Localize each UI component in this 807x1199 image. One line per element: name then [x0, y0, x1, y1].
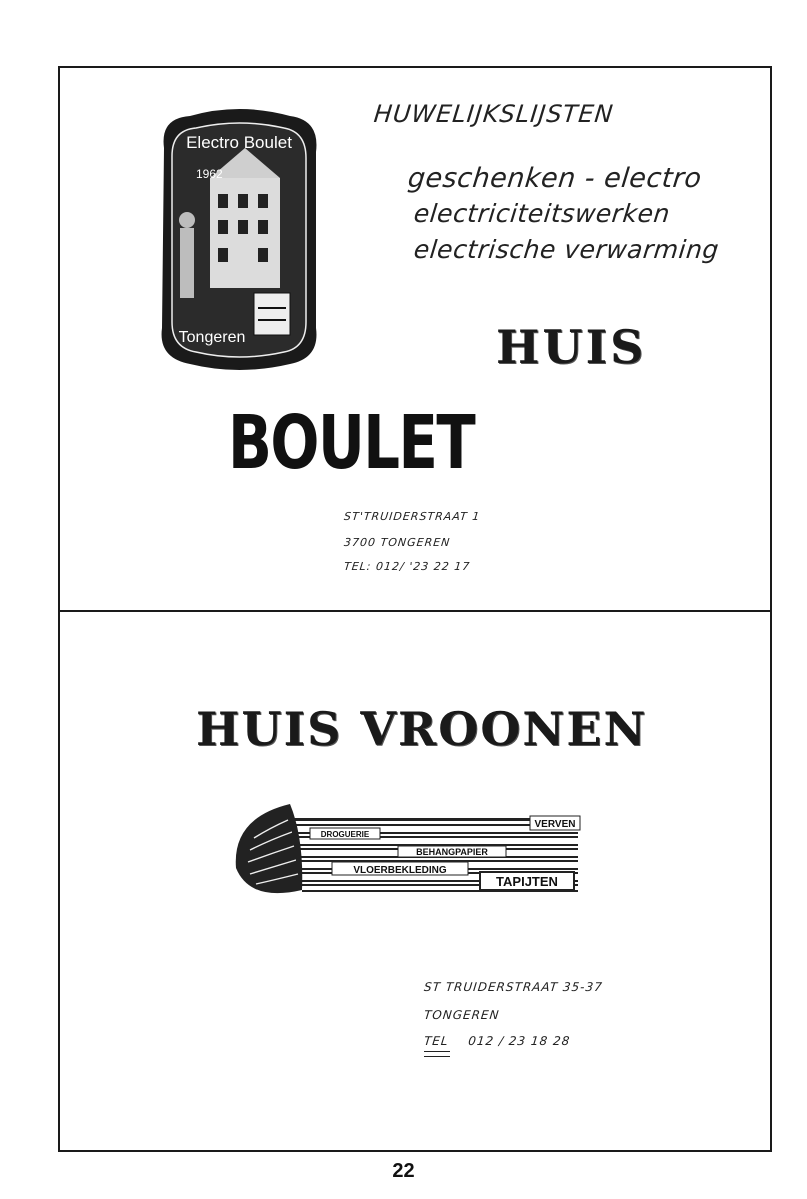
- product-line-2: electriciteitswerken: [412, 199, 672, 228]
- page-number: 22: [392, 1160, 415, 1182]
- vroonen-phone-label: TEL: [423, 1034, 450, 1048]
- boulet-address-street: ST'TRUIDERSTRAAT 1: [343, 510, 481, 523]
- ad-divider: [58, 610, 772, 612]
- product-line-1: geschenken - electro: [406, 163, 704, 194]
- banner-behangpapier: BEHANGPAPIER: [416, 847, 488, 857]
- boulet-heading: BOULET: [228, 400, 475, 486]
- huis-heading: HUIS: [496, 320, 647, 374]
- banner-verven: VERVEN: [534, 819, 576, 830]
- electro-boulet-logo: [150, 108, 328, 372]
- boulet-phone: TEL: 012/ '23 22 17: [343, 560, 471, 573]
- banner-tapijten: TAPIJTEN: [496, 874, 558, 889]
- logo-year: 1962: [196, 167, 223, 181]
- vroonen-address-street: ST TRUIDERSTRAAT 35-37: [423, 980, 604, 994]
- phone-label-underline: [424, 1051, 450, 1057]
- banner-droguerie: DROGUERIE: [320, 830, 370, 839]
- banner-vloerbekleding: VLOERBEKLEDING: [353, 865, 447, 876]
- vroonen-address-city: TONGEREN: [423, 1008, 501, 1022]
- vroonen-heading: HUIS VROONEN: [196, 702, 648, 756]
- vroonen-phone-number: 012 / 23 18 28: [467, 1034, 572, 1048]
- product-line-3: electrische verwarming: [412, 235, 721, 264]
- logo-bottom-text: Tongeren: [178, 329, 246, 346]
- vroonen-phone: [423, 1034, 571, 1048]
- boulet-address-city: 3700 TONGEREN: [343, 536, 452, 549]
- tagline: HUWELIJKSLIJSTEN: [372, 100, 616, 128]
- logo-top-text: Electro Boulet: [186, 133, 292, 152]
- wallpaper-roll-banner: [230, 798, 582, 906]
